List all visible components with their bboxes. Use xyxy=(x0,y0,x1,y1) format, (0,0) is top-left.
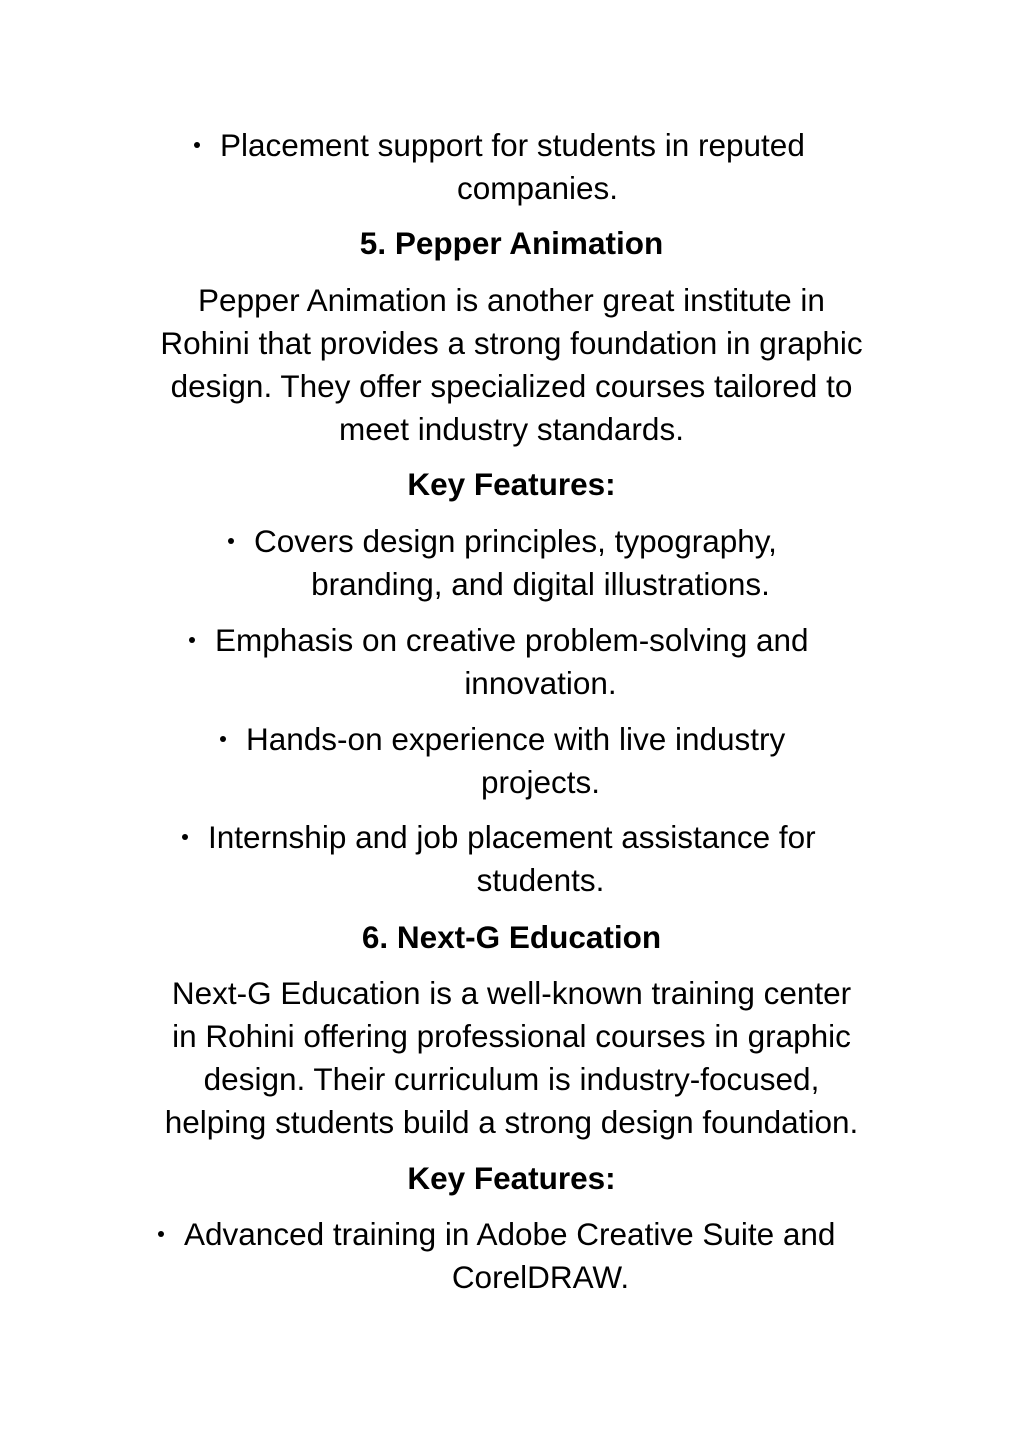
list-item-continuation: companies. xyxy=(456,170,619,206)
section-paragraph xyxy=(0,279,1023,451)
list-item-text: Emphasis on creative problem-solving and xyxy=(215,622,809,658)
paragraph-line: meet industry standards. xyxy=(339,411,684,447)
paragraph-line: helping students build a strong design foundation. xyxy=(164,1104,859,1140)
list-item-continuation: innovation. xyxy=(464,665,617,701)
paragraph-line: Pepper Animation is another great institute in xyxy=(198,282,825,318)
paragraph-line: in Rohini offering professional courses in graphic xyxy=(172,1018,851,1054)
paragraph-line: Rohini that provides a strong foundation in graphic xyxy=(160,325,863,361)
bullet-icon xyxy=(182,834,188,840)
list-item-continuation: projects. xyxy=(480,764,601,800)
bullet-icon xyxy=(228,538,234,544)
features-heading: Key Features: xyxy=(407,1160,616,1196)
list-item xyxy=(158,1213,835,1256)
paragraph-line: design. Their curriculum is industry-focused, xyxy=(203,1061,820,1097)
list-item xyxy=(228,520,777,563)
list-item-continuation: branding, and digital illustrations. xyxy=(311,566,770,602)
list-item-text: Hands-on experience with live industry xyxy=(246,721,786,757)
bullet-icon xyxy=(194,142,200,148)
list-item-text: Covers design principles, typography, xyxy=(254,523,777,559)
features-heading: Key Features: xyxy=(407,466,616,502)
paragraph-line: Next-G Education is a well-known training center xyxy=(171,975,852,1011)
section-heading: 5. Pepper Animation xyxy=(359,225,664,261)
list-item-text: Advanced training in Adobe Creative Suite and xyxy=(184,1216,836,1252)
bullet-icon xyxy=(220,736,226,742)
paragraph-line: design. They offer specialized courses tailored to xyxy=(170,368,853,404)
list-item xyxy=(182,816,816,859)
section-heading: 6. Next-G Education xyxy=(361,919,662,955)
bullet-icon xyxy=(189,637,195,643)
list-item-continuation: CorelDRAW. xyxy=(451,1259,630,1295)
list-item-continuation: students. xyxy=(476,862,605,898)
list-item-text: Internship and job placement assistance for xyxy=(208,819,816,855)
list-item xyxy=(220,718,785,761)
section-paragraph xyxy=(0,972,1023,1144)
list-item xyxy=(189,619,809,662)
bullet-icon xyxy=(158,1231,164,1237)
list-item xyxy=(194,124,805,167)
list-item-text: Placement support for students in reputed xyxy=(220,127,805,163)
